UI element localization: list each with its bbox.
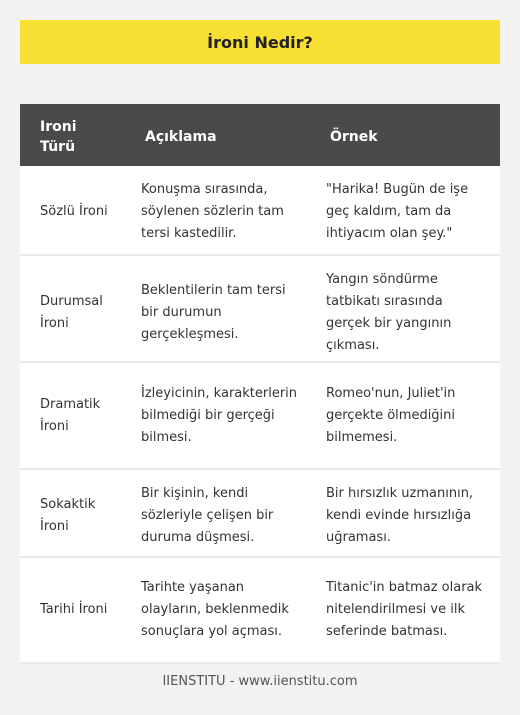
page-title: İroni Nedir?	[207, 32, 313, 52]
cell-type: Sözlü İroni	[40, 204, 108, 219]
table-header-row	[20, 104, 500, 166]
table-row	[20, 363, 500, 470]
cell-example: Bir hırsızlık uzmanının, kendi evinde hırsızlığa uğraması.	[326, 486, 474, 545]
cell-description: İzleyicinin, karakterlerin bilmediği bir gerçeği bilmesi.	[141, 385, 298, 445]
cell-description: Tarihte yaşanan olayların, beklenmedik sonuçlara yol açması.	[141, 580, 289, 639]
table-row	[20, 470, 500, 558]
header-description: Açıklama	[145, 129, 217, 145]
cell-description: Konuşma sırasında, söylenen sözlerin tam tersi kastedilir.	[141, 182, 284, 241]
cell-type: Tarihi İroni	[40, 602, 108, 617]
page-title-banner	[20, 20, 500, 64]
table-row	[20, 166, 500, 256]
table-row	[20, 558, 500, 664]
header-type: Ironi Türü	[40, 119, 77, 155]
cell-example: Yangın söndürme tatbikatı sırasında gerçek bir yangının çıkması.	[326, 272, 452, 353]
footer-credit: IIENSTITU - www.iienstitu.com	[162, 674, 358, 689]
header-example: Örnek	[330, 129, 378, 145]
cell-description: Bir kişinin, kendi sözleriyle çelişen bir duruma düşmesi.	[141, 486, 274, 545]
table-row	[20, 256, 500, 363]
cell-description: Beklentilerin tam tersi bir durumun gerçekleşmesi.	[141, 283, 286, 342]
cell-example: Romeo'nun, Juliet'in gerçekte ölmediğini bilmemesi.	[326, 385, 456, 445]
cell-example: Titanic'in batmaz olarak nitelendirilmesi ve ilk seferinde batması.	[326, 580, 483, 639]
cell-type: Sokaktik İroni	[40, 497, 96, 534]
cell-example: "Harika! Bugün de işe geç kaldım, tam da ihtiyacım olan şey."	[326, 182, 469, 241]
cell-type: Durumsal İroni	[40, 294, 103, 331]
cell-type: Dramatik İroni	[40, 396, 101, 434]
irony-table	[20, 104, 500, 664]
